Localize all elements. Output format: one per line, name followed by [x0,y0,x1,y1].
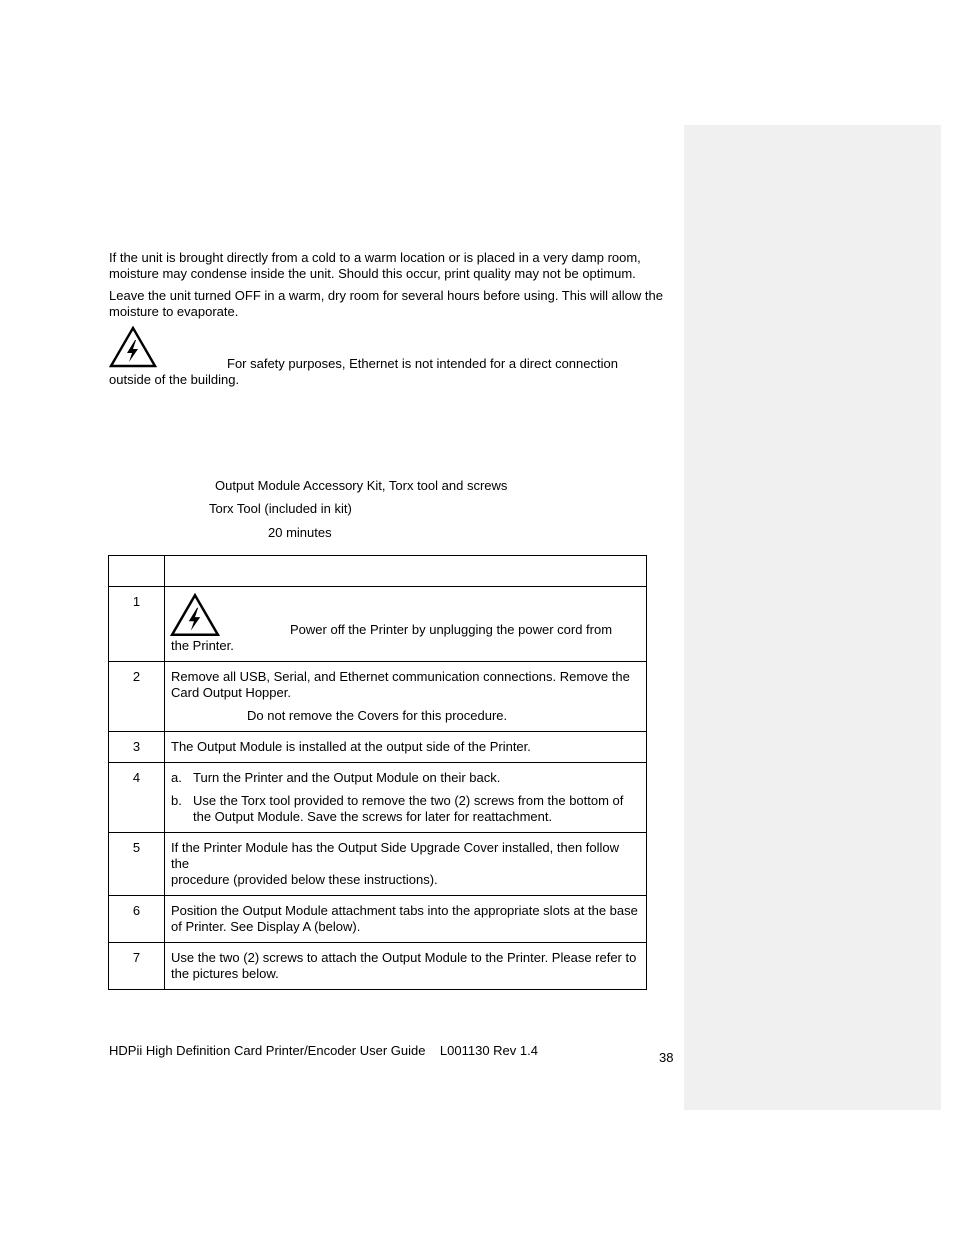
procedure-table [108,555,647,990]
kit-tool-value: Torx Tool (included in kit) [209,501,352,516]
step-text: The Output Module is installed at the output side of the Printer. [171,739,531,754]
step-number: 6 [132,903,141,918]
moisture-paragraph: If the unit is brought directly from a cold to a warm location or is placed in a very damp room, moisture may condense inside the unit. Should this occur, print quality may not be optimum. [109,250,641,281]
safety-text-line2: outside of the building. [109,372,240,387]
step-text-cont: procedure (provided below these instructions). [171,872,438,887]
sub-step [171,770,638,786]
sub-step-text: Use the Torx tool provided to remove the two (2) screws from the bottom of the Output Module. Save the screws for later for reattachment. [193,793,624,824]
comment-pane [684,125,941,1110]
step-text: Remove all USB, Serial, and Ethernet communication connections. Remove the Card Output Hopper. [171,669,630,700]
table-row [109,732,647,763]
page-number: 38 [659,1050,674,1065]
safety-text-line1: For safety purposes, Ethernet is not intended for a direct connection [227,356,618,371]
electrical-hazard-icon [170,593,220,637]
step-text: If the Printer Module has the Output Side Upgrade Cover installed, then follow the [171,840,620,871]
step-text: Position the Output Module attachment tabs into the appropriate slots at the base of Printer. See Display A (below). [171,903,638,934]
sub-step-text: Turn the Printer and the Output Module on their back. [193,770,501,785]
table-row [109,587,647,662]
leave-off-paragraph: Leave the unit turned OFF in a warm, dry room for several hours before using. This will allow the moisture to evaporate. [109,288,663,319]
step-text: Use the two (2) screws to attach the Output Module to the Printer. Please refer to the pictures below. [171,950,637,981]
sub-step-label: a. [171,770,182,785]
table-header-row [109,556,647,587]
step-text-cont: the Printer. [171,638,234,653]
electrical-hazard-icon [109,326,157,368]
sub-step [171,793,638,825]
step-note: Do not remove the Covers for this procedure. [247,708,508,723]
header-cell-step [109,556,165,587]
step-number: 2 [132,669,141,684]
sub-step-label: b. [171,793,182,808]
step-text: Power off the Printer by unplugging the power cord from [290,622,613,637]
kit-parts-value: Output Module Accessory Kit, Torx tool and screws [215,478,508,493]
step-number: 4 [132,770,141,785]
table-row [109,943,647,990]
step-number: 5 [132,840,141,855]
footer-title: HDPii High Definition Card Printer/Encoder User Guide L001130 Rev 1.4 [109,1043,538,1058]
kit-time-value: 20 minutes [268,525,332,540]
step-number: 3 [132,739,141,754]
step-number: 7 [132,950,141,965]
header-cell-procedure [165,556,647,587]
table-row [109,763,647,833]
step-number: 1 [132,594,141,609]
table-row [109,833,647,896]
table-row [109,896,647,943]
table-row [109,662,647,732]
